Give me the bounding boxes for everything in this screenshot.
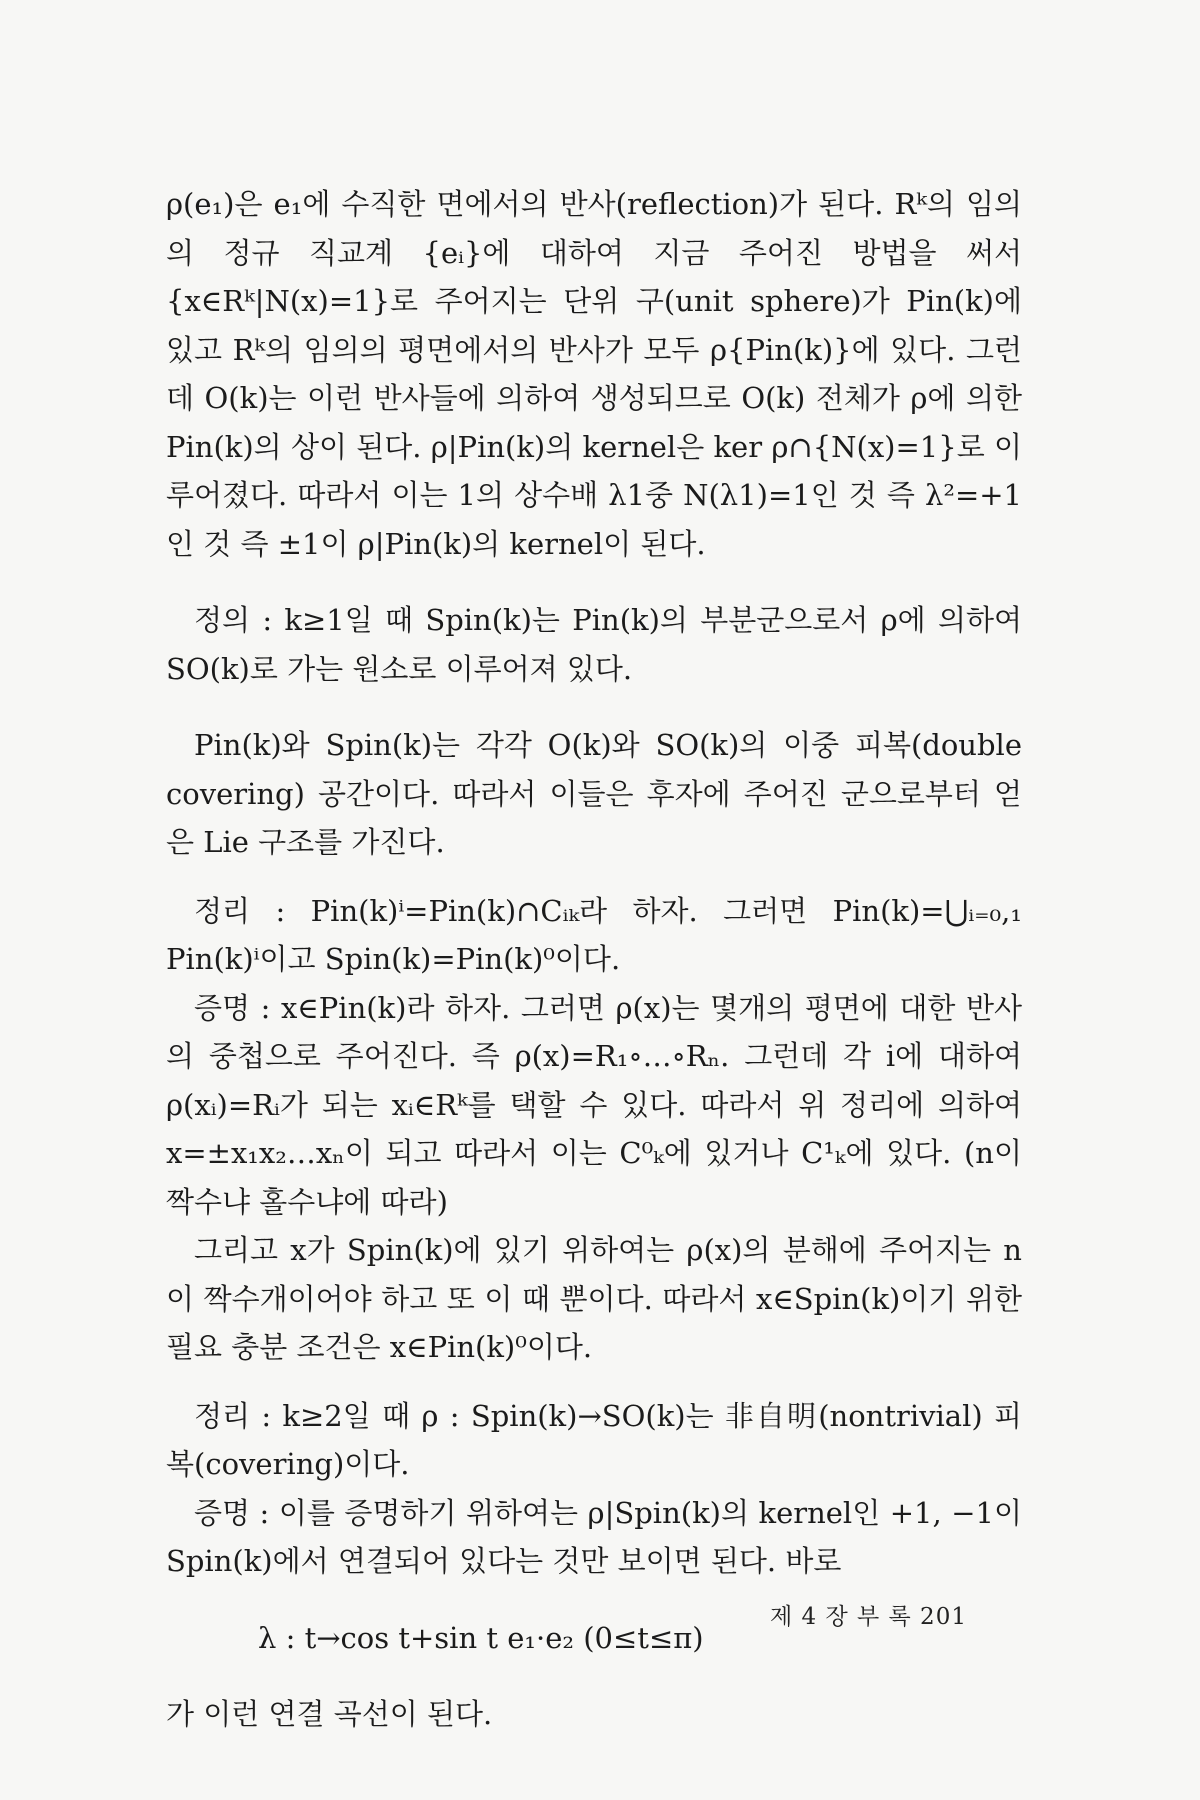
paragraph-double-covering: Pin(k)와 Spin(k)는 각각 O(k)와 SO(k)의 이중 피복(double covering) 공간이다. 따라서 이들은 후자에 주어진 군으로부터 얻은 Lie 구조를 가진다. (166, 728, 1022, 859)
definition-spin: 정의 : k≥1일 때 Spin(k)는 Pin(k)의 부분군으로서 ρ에 의하여 SO(k)로 가는 원소로 이루어져 있다. (166, 603, 1022, 686)
body-text (166, 180, 1022, 1739)
paragraph-spin-condition: 그리고 x가 Spin(k)에 있기 위하여는 ρ(x)의 분해에 주어지는 n이 짝수개이어야 하고 또 이 때 뿐이다. 따라서 x∈Spin(k)이기 위한 필요 충분 조건은 x∈Pin(k)⁰이다. (166, 1233, 1022, 1364)
theorem-pin-decomposition: 정리 : Pin(k)ⁱ=Pin(k)∩Cᵢₖ라 하자. 그러면 Pin(k)=⋃ᵢ₌₀,₁ Pin(k)ⁱ이고 Spin(k)=Pin(k)⁰이다. (166, 893, 1022, 976)
proof-pin-decomposition: 증명 : x∈Pin(k)라 하자. 그러면 ρ(x)는 몇개의 평면에 대한 반사의 중첩으로 주어진다. 즉 ρ(x)=R₁∘…∘Rₙ. 그런데 각 i에 대하여 ρ(xᵢ)=Rᵢ가 되는 xᵢ∈Rᵏ를 택할 수 있다. 따라서 위 정리에 의하여 x=±x₁x₂…xₙ이 되고 따라서 이는 C⁰ₖ에 있거나 C¹ₖ에 있다. (n이 짝수냐 홀수냐에 따라) (166, 990, 1022, 1219)
paragraph-conclusion: 가 이런 연결 곡선이 된다. (166, 1697, 493, 1731)
theorem-nontrivial-covering: 정리 : k≥2일 때 ρ : Spin(k)→SO(k)는 非自明(nontrivial) 피복(covering)이다. (166, 1398, 1022, 1481)
connecting-curve-formula: λ : t→cos t+sin t e₁·e₂ (0≤t≤π) (258, 1620, 704, 1655)
page-footer: 제 4 장 부 록 201 (770, 1604, 967, 1630)
paragraph-reflection: ρ(e₁)은 e₁에 수직한 면에서의 반사(reflection)가 된다. Rᵏ의 임의의 정규 직교계 {eᵢ}에 대하여 지금 주어진 방법을 써서 {x∈Rᵏ|N(x)=1}로 주어지는 단위 구(unit sphere)가 Pin(k)에 있고 Rᵏ의 임의의 평면에서의 반사가 모두 ρ{Pin(k)}에 있다. 그런데 O(k)는 이런 반사들에 의하여 생성되므로 O(k) 전체가 ρ에 의한 Pin(k)의 상이 된다. ρ|Pin(k)의 kernel은 ker ρ∩{N(x)=1}로 이루어졌다. 따라서 이는 1의 상수배 λ1중 N(λ1)=1인 것 즉 λ²=+1인 것 즉 ±1이 ρ|Pin(k)의 kernel이 된다. (166, 187, 1022, 561)
proof-nontrivial-covering: 증명 : 이를 증명하기 위하여는 ρ|Spin(k)의 kernel인 +1, −1이 Spin(k)에서 연결되어 있다는 것만 보이면 된다. 바로 (166, 1495, 1022, 1578)
